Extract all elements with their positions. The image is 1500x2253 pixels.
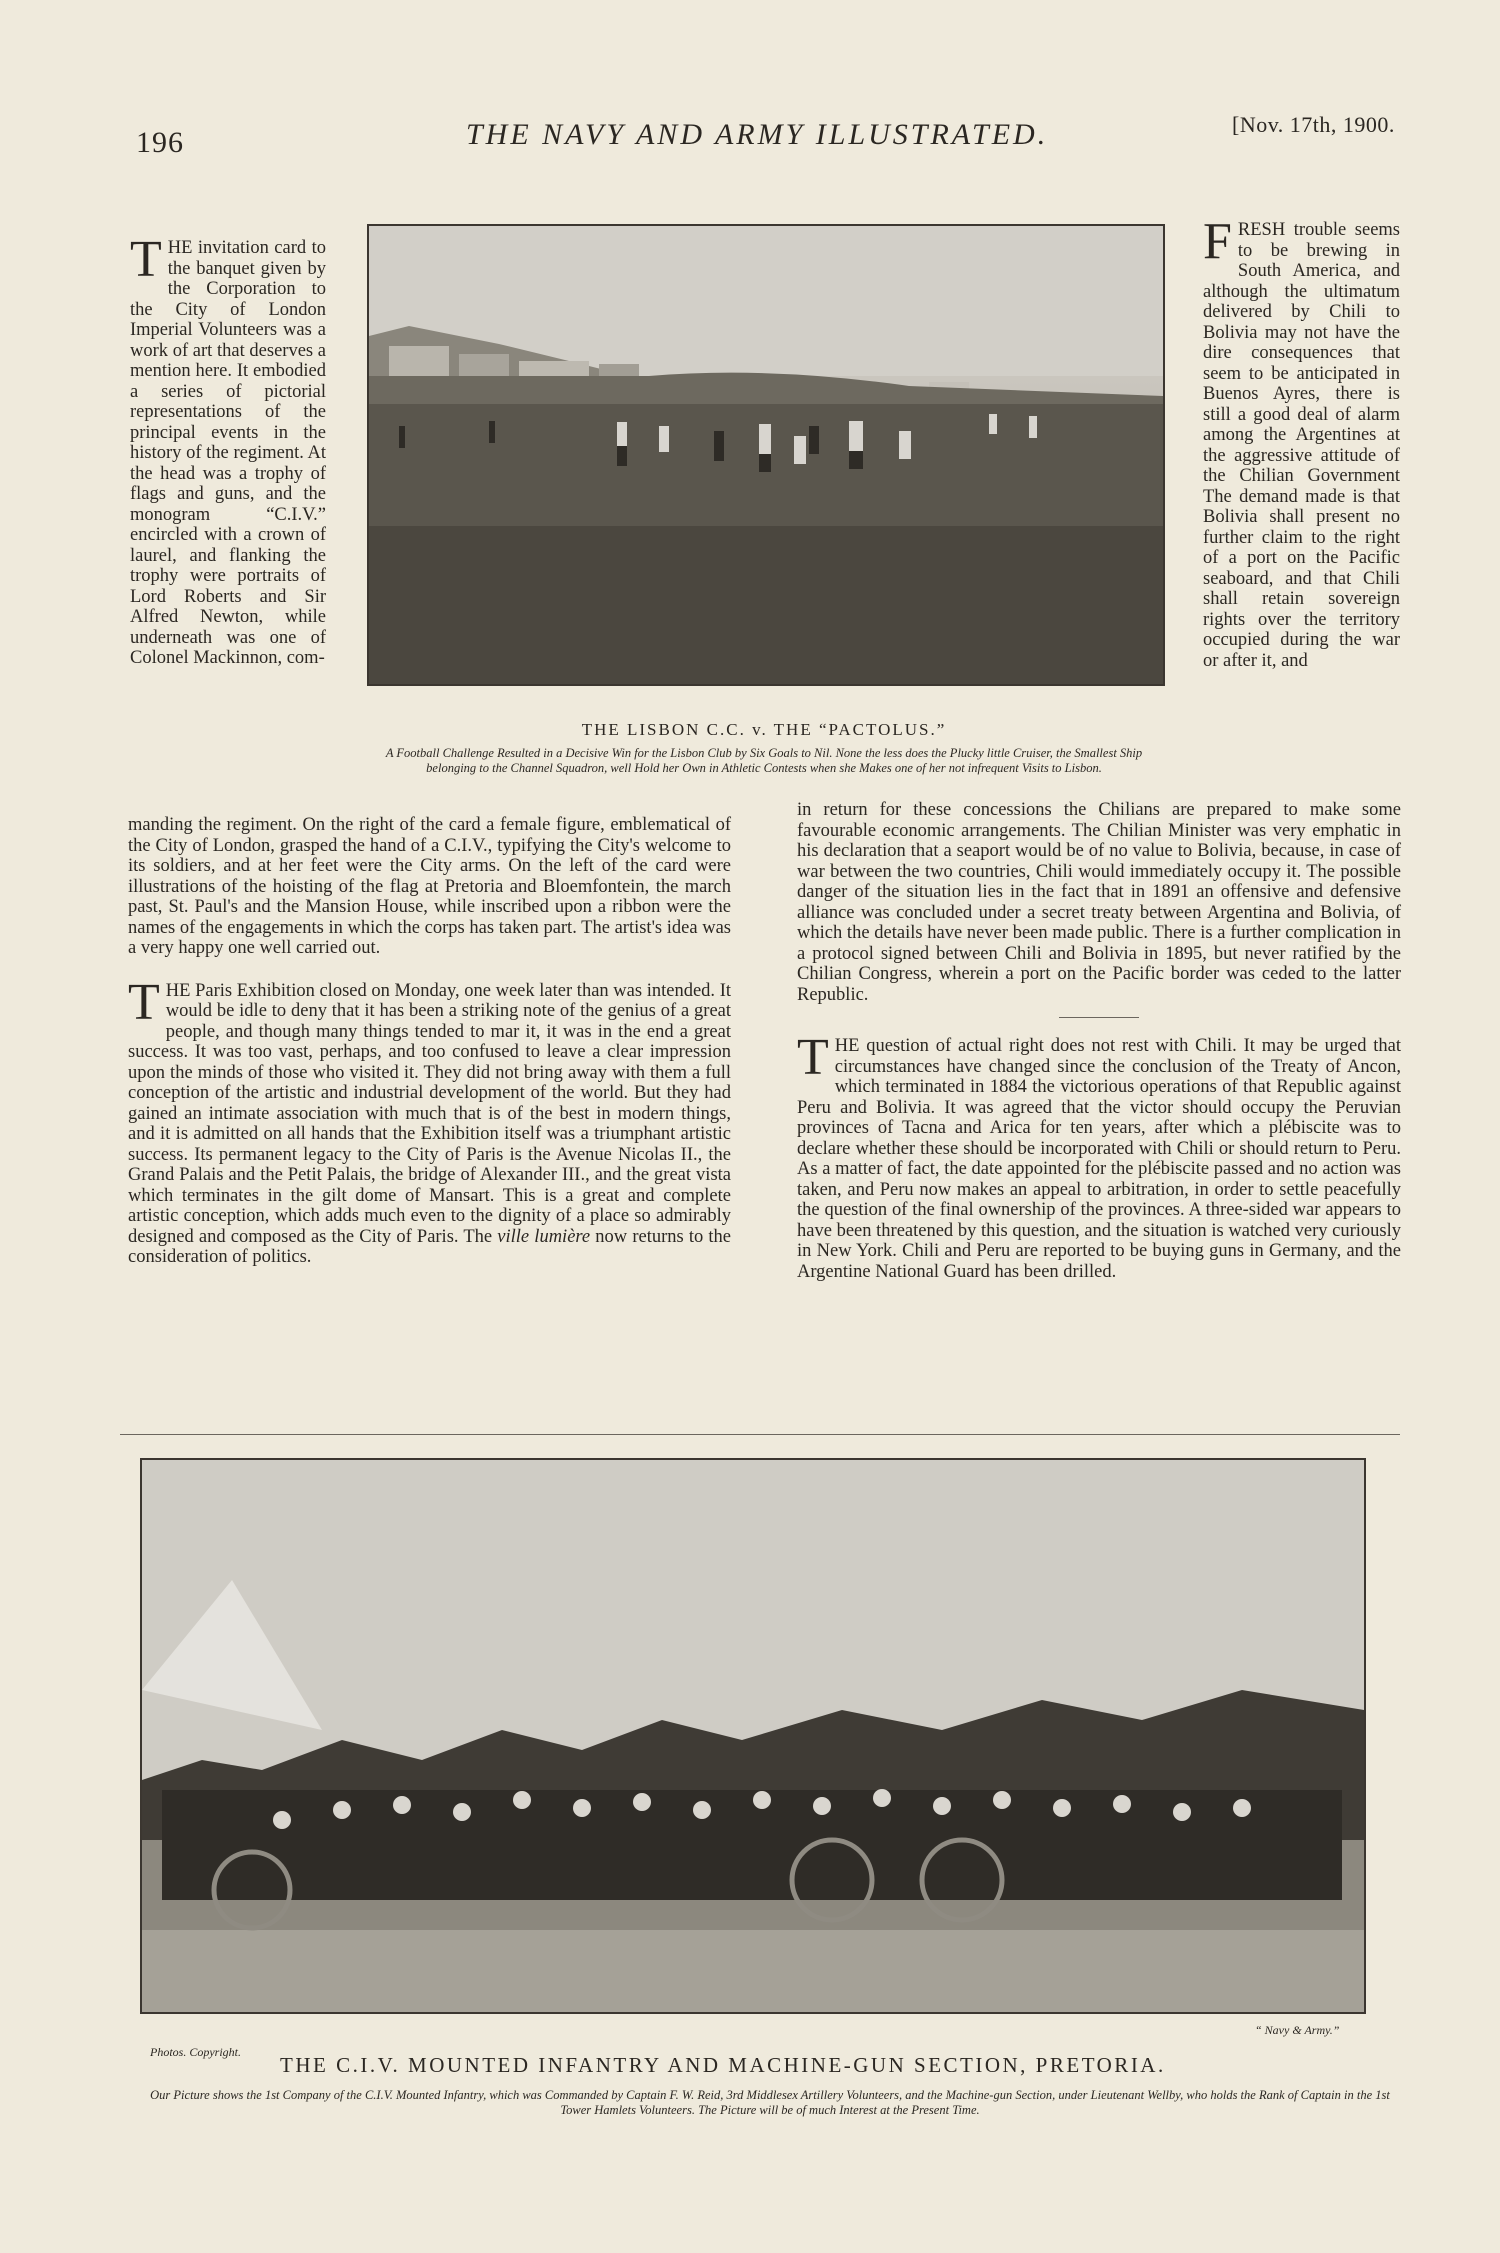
paris-exhibition-end: now returns to the consideration of politics.: [128, 1226, 732, 1267]
drop-cap: T: [128, 973, 160, 1031]
magazine-title: THE NAVY AND ARMY ILLUSTRATED.: [466, 118, 1049, 151]
top-photo-caption-title: THE LISBON C.C. v. THE “PACTOLUS.”: [581, 720, 947, 739]
drop-cap: T: [130, 238, 162, 288]
page-divider: [120, 1434, 1400, 1435]
civ-invitation-text: HE invitation card to the banquet given by the Corporation to the City of London Imperial Volunteers was a work of art that deserves a mention here. It embodied a series of pictorial representations of the principal events in the history of the regiment. At the head was a trophy of flags and guns, and the monogram “C.I.V.” encircled with a crown of laurel, and flanking the trophy were portraits of Lord Roberts and Sir Alfred Newton, while underneath was one of Colonel Mackinnon, com-: [130, 238, 326, 668]
drop-cap: T: [797, 1029, 829, 1086]
left-column-body: [128, 815, 731, 1268]
issue-date: [Nov. 17th, 1900.: [1232, 112, 1395, 137]
civ-invitation-continued: manding the regiment. On the right of the card a female figure, emblematical of the City of London, grasped the hand of a C.I.V., typifying the City's welcome to its soldiers, and at her feet were the City arms. On the left of the card were illustrations of the hoisting of the flag at Pretoria and Bloemfontein, the march past, St. Paul's and the Mansion House, while inscribed upon a ribbon were the names of the engagements in which the corps has taken part. The artist's idea was a very happy one well carried out.: [128, 815, 731, 958]
photo-credit-right: “ Navy & Army.”: [1255, 2023, 1340, 2037]
right-column-intro: [1203, 220, 1400, 800]
chili-question-paragraph: [797, 1029, 1401, 1282]
drop-cap: F: [1203, 220, 1232, 270]
paris-exhibition-paragraph: [128, 973, 732, 1268]
photo-credit-left: Photos. Copyright.: [150, 2045, 242, 2059]
top-photo-caption-sub: A Football Challenge Resulted in a Decisive Win for the Lisbon Club by Six Goals to Nil. None the less does the Plucky little Cruiser, the Smallest Ship belonging to the Channel Squadron, well Hold her Own in Athletic Contests when she Makes one of her not infrequent Visits to Lisbon.: [385, 746, 1143, 775]
lisbon-football-photo: [367, 224, 1165, 686]
football-scene-illustration: [369, 226, 1163, 684]
south-america-paragraph: [1203, 220, 1400, 671]
south-america-continued: in return for these concessions the Chilians are prepared to make some favourable economic arrangements. The Chilian Minister was very emphatic in his declaration that a seaport would be of no value to Bolivia, because, in case of war between the two countries, Chili would immediately occupy it. The possible danger of the situation lies in the fact that in 1891 an offensive and defensive alliance was concluded under a secret treaty between Argentina and Bolivia, of which the details have never been made public. There is a further complication in a protocol signed between Chili and Bolivia in 1895, but never ratified by the Chilian Congress, wherein a port on the Pacific border was ceded to the latter Republic.: [797, 800, 1401, 1005]
bottom-photo-caption: Our Picture shows the 1st Company of the C.I.V. Mounted Infantry, which was Commanded by Captain F. W. Reid, 3rd Middlesex Artillery Volunteers, and the Machine-gun Section, under Lieutenant Wellby, who holds the Rank of Captain in the 1st Tower Hamlets Volunteers. The Picture will be of much Interest at the Present Time.: [150, 2088, 1390, 2117]
left-column-intro: [130, 238, 326, 818]
civ-group-photo: [140, 1458, 1366, 2014]
civ-invitation-paragraph: [130, 238, 326, 669]
paris-exhibition-text: HE Paris Exhibition closed on Monday, one week later than was intended. It would be idle to deny that it has been a striking note of the genius of a great people, and though many things tended to mar it, it was in the end a great success. It was too vast, perhaps, and too confused to leave a clear impression upon the minds of those who visited it. They did not bring away with them a full conception of the artistic and industrial development of the world. But they had gained an intimate association with much that is of the best in modern things, and it is admitted on all hands that the Exhibition itself was a triumphant artistic success. Its permanent legacy to the City of Paris is the Avenue Nicolas II., the Grand Palais and the Petit Palais, the bridge of Alexander III., and the great vista which terminates in the gilt dome of Mansart. This is a great and complete artistic conception, which adds much even to the dignity of a place so admirably designed and composed as the City of Paris. The: [128, 980, 731, 1247]
section-divider: [1059, 1017, 1139, 1018]
chili-question-text: HE question of actual right does not rest with Chili. It may be urged that circumstances have changed since the conclusion of the Treaty of Ancon, which terminated in 1884 the victorious operations of that Republic against Peru and Bolivia. It was agreed that the victor should occupy the Peruvian provinces of Tacna and Arica for ten years, after which a plébiscite was to declare whether these should be incorporated with Chili or should return to Peru. As a matter of fact, the date appointed for the plébiscite passed and no action was taken, and Peru now makes an appeal to arbitration, in order to settle peacefully the question of the final ownership of the provinces. A three-sided war appears to have been threatened by this question, and the situation is watched very curiously in New York. Chili and Peru are reported to be buying guns in Germany, and the Argentine National Guard has been drilled.: [797, 1036, 1401, 1282]
south-america-text: RESH trouble seems to be brewing in South America, and although the ultimatum delivered by Chili to Bolivia may not have the dire consequences that seem to be anticipated in Buenos Ayres, there is still a good deal of alarm among the Argentines at the aggressive attitude of the Chilian Government The demand made is that Bolivia shall present no further claim to the right of a port on the Pacific seaboard, and that Chili shall retain sovereign rights over the territory occupied during the war or after it, and: [1203, 220, 1400, 671]
page-number: 196: [136, 126, 184, 159]
civ-group-illustration: [142, 1460, 1364, 2012]
right-column-body: [797, 800, 1401, 1282]
bottom-photo-title: THE C.I.V. MOUNTED INFANTRY AND MACHINE-GUN SECTION, PRETORIA.: [280, 2053, 1166, 2077]
ville-lumiere-italic: ville lumière: [497, 1226, 591, 1247]
